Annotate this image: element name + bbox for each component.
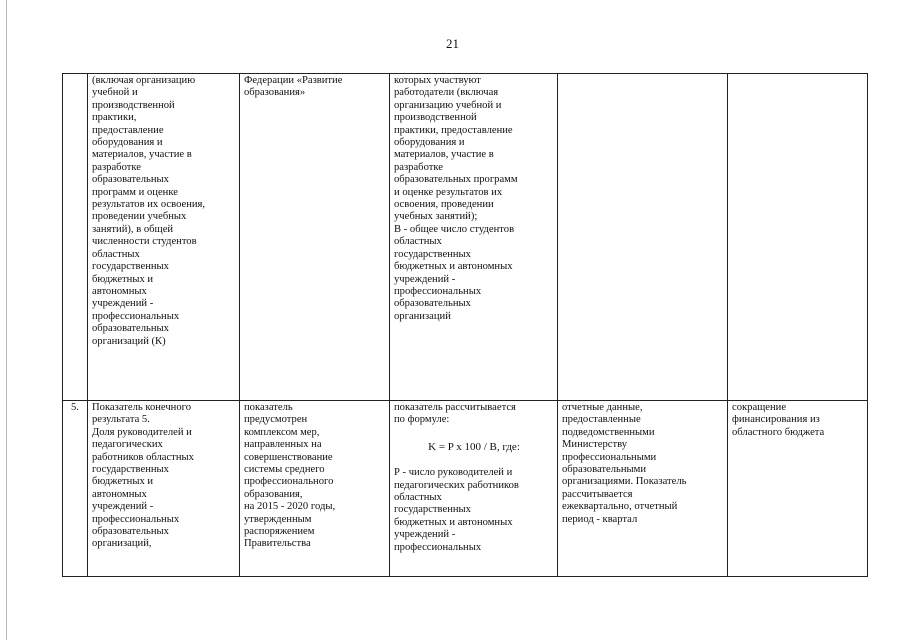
indicator-basis-text: показатель предусмотрен комплексом мер, направленных на совершенствование системы среднего профессионального образования, на 2015 - 2020 годы, утвержденным распоряжением Правительства [244, 402, 336, 550]
calculation-method-text: которых участвуют работодатели (включая организацию учебной и производственной практики, предоставление оборудования и материалов, участие в разработке образовательных программ и оценке результатов их освоения, проведении учебных занятий); В - общее число студентов областных государственных бюджетных и автономных учреждений - профессиональных образовательных организаций [394, 75, 518, 322]
calculation-method-cell [390, 74, 558, 401]
page-edge-line [6, 0, 7, 640]
indicator-table [62, 73, 868, 577]
row-number-cell [63, 74, 88, 401]
indicator-basis-text: Федерации «Развитие образования» [244, 75, 343, 99]
formula: K = P x 100 / B, где: [428, 440, 520, 453]
data-source-text: отчетные данные, предоставленные подведомственными Министерству профессиональными образовательными организациями. Показатель рассчитывается ежеквартально, отчетный период - квартал [562, 402, 687, 525]
risk-cell [728, 74, 868, 401]
indicator-name-cell [88, 401, 240, 577]
indicator-name-text: (включая организацию учебной и производственной практики, предоставление оборудования и материалов, участие в разработке образовательных программ и оценке результатов их освоения, проведении учебных занятий), в общей численности студентов областных государственных бюджетных и автономных учреждений - профессиональных образовательных организаций (К) [92, 75, 206, 347]
indicator-name-text: Показатель конечного результата 5. Доля руководителей и педагогических работников областных государственных бюджетных и автономных учреждений - профессиональных образовательных организаций, [92, 402, 194, 550]
indicator-basis-cell [240, 74, 390, 401]
indicator-basis-cell [240, 401, 390, 577]
calculation-intro-text: показатель рассчитывается по формуле: [394, 402, 516, 426]
table-row [63, 74, 868, 401]
indicator-name-cell [88, 74, 240, 401]
data-source-cell [558, 74, 728, 401]
risk-text: сокращение финансирования из областного бюджета [732, 402, 825, 438]
table-row [63, 401, 868, 577]
page-number: 21 [446, 36, 459, 51]
row-number: 5. [71, 402, 79, 413]
row-number-cell [63, 401, 88, 577]
risk-cell [728, 401, 868, 577]
calculation-method-cell [390, 401, 558, 577]
calculation-legend-text: Р - число руководителей и педагогических работников областных государственных бюджетных и автономных учреждений - профессиональных [394, 467, 519, 553]
data-source-cell [558, 401, 728, 577]
